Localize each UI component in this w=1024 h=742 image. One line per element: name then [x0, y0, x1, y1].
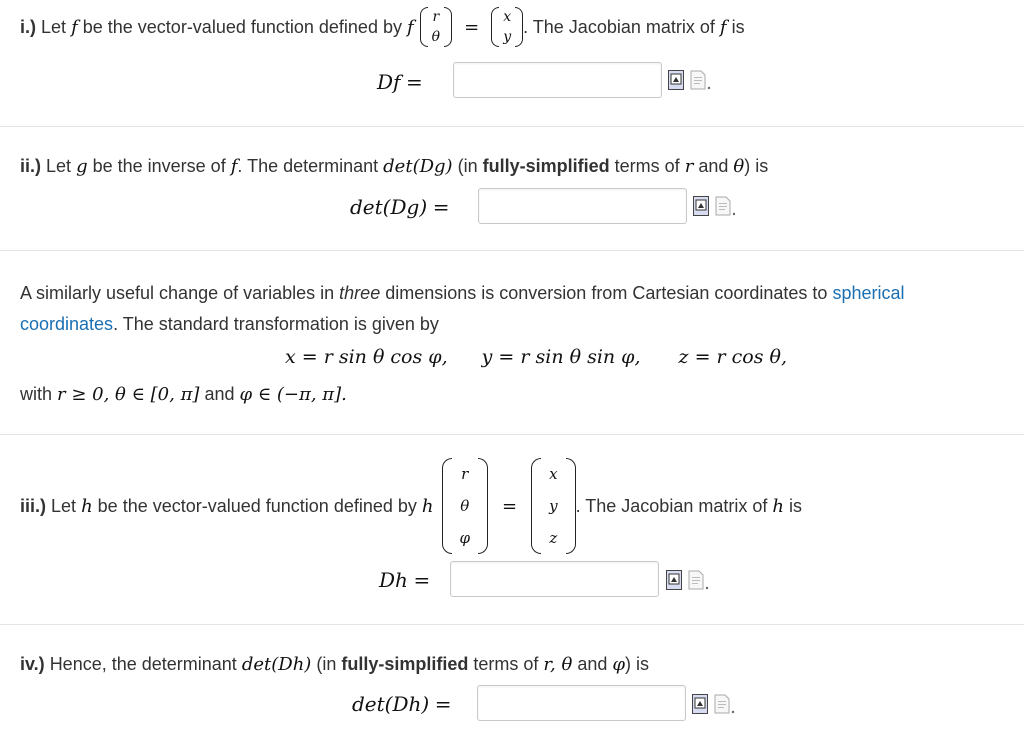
part1-answer-math: Df: [377, 70, 401, 94]
intro-conditions: [20, 381, 347, 407]
part4-prompt: [20, 651, 649, 677]
equals-sign: =: [413, 568, 431, 592]
vec-out-x: x: [503, 9, 512, 25]
part4-answer-label: [352, 690, 452, 718]
part3-answer-math: Dh: [379, 568, 408, 592]
part4-text-a: Hence, the determinant: [49, 653, 237, 674]
part3-text-c: . The Jacobian matrix of: [575, 495, 768, 516]
part1-text-b: be the vector-valued function defined by: [82, 16, 402, 37]
part1-label: i.): [20, 16, 36, 37]
part1-answer-label: [377, 68, 423, 96]
part2-prompt: [20, 153, 768, 179]
part1-answer-input[interactable]: [453, 62, 662, 98]
part2-bold: fully-simplified: [482, 155, 610, 176]
part3-answer-input[interactable]: [450, 561, 659, 597]
part1-text-d: is: [731, 16, 745, 37]
transformation-equations: [285, 343, 787, 371]
part2-answer-input[interactable]: [478, 188, 687, 224]
part1-input-vector: [420, 7, 452, 47]
divider-1: [0, 126, 1024, 127]
part1-text-c: . The Jacobian matrix of: [523, 16, 715, 37]
intro-text-a: A similarly useful change of variables in: [20, 282, 335, 303]
condition-r-theta: r ≥ 0, θ ∈ [0, π]: [57, 383, 200, 405]
preview-icon[interactable]: [692, 694, 708, 714]
part4-answer-math: det(Dh): [352, 692, 430, 716]
part1-func-3: f: [719, 16, 727, 38]
intro-line-2: [20, 311, 439, 337]
eq-z: z = r cos θ,: [678, 346, 788, 368]
part2-det: det(Dg): [383, 155, 453, 177]
part3-prompt: [20, 456, 802, 556]
part2-func2: f: [230, 155, 238, 177]
part2-var-theta: θ: [733, 155, 745, 177]
intro-text-b: dimensions is conversion from Cartesian coordinates to: [385, 282, 828, 303]
coordinates-link[interactable]: coordinates: [20, 313, 114, 334]
vec-out-y: y: [549, 497, 558, 515]
help-doc-icon[interactable]: [714, 694, 736, 714]
intro-line-1: [20, 280, 905, 306]
divider-2: [0, 250, 1024, 251]
divider-4: [0, 624, 1024, 625]
part2-text-e: terms of: [614, 155, 680, 176]
part4-text-d: and: [577, 653, 608, 674]
part1-func-2: f: [406, 16, 414, 38]
part4-bold: fully-simplified: [341, 653, 469, 674]
part1-icons: [668, 70, 712, 90]
and-text: and: [204, 383, 235, 404]
part3-icons: [666, 570, 710, 590]
part1-text-a: Let: [41, 16, 67, 37]
intro-italic: three: [339, 282, 381, 303]
part3-label: iii.): [20, 495, 46, 516]
part3-func-2: h: [421, 495, 434, 517]
part4-text-c: terms of: [473, 653, 539, 674]
condition-phi: φ ∈ (−π, π].: [239, 383, 347, 405]
part2-answer-label: [350, 193, 449, 221]
preview-icon[interactable]: [666, 570, 682, 590]
equals-sign: =: [464, 16, 480, 38]
intro-text-c: . The standard transformation is given by: [113, 313, 439, 334]
part2-text-a: Let: [46, 155, 72, 176]
part1-output-vector: [491, 7, 523, 47]
part3-output-vector: [531, 458, 575, 554]
vec-out-y: y: [503, 29, 512, 45]
with-text: with: [20, 383, 53, 404]
help-doc-icon[interactable]: [688, 570, 710, 590]
part2-answer-math: det(Dg): [350, 195, 428, 219]
part2-func: g: [76, 155, 88, 177]
part2-text-g: ) is: [744, 155, 769, 176]
vec-in-r: r: [461, 465, 469, 483]
spherical-link[interactable]: spherical: [832, 282, 905, 303]
equals-sign: =: [434, 692, 452, 716]
divider-3: [0, 434, 1024, 435]
vec-out-x: x: [549, 465, 558, 483]
equals-sign: =: [432, 195, 450, 219]
part4-icons: [692, 694, 736, 714]
preview-icon[interactable]: [668, 70, 684, 90]
part4-det: det(Dh): [241, 653, 312, 675]
preview-icon[interactable]: [693, 196, 709, 216]
part3-input-vector: [442, 458, 489, 554]
part2-text-c: . The determinant: [237, 155, 379, 176]
part2-icons: [693, 196, 737, 216]
part1-func: f: [71, 16, 78, 38]
part2-text-b: be the inverse of: [92, 155, 226, 176]
part4-vars: r, θ: [543, 653, 573, 675]
part3-text-d: is: [788, 495, 802, 516]
equals-sign: =: [406, 70, 423, 94]
part3-func-3: h: [772, 495, 784, 517]
help-doc-icon[interactable]: [690, 70, 712, 90]
part4-answer-input[interactable]: [477, 685, 686, 721]
part2-text-d: (in: [457, 155, 478, 176]
part2-var-r: r: [684, 155, 694, 177]
help-doc-icon[interactable]: [715, 196, 737, 216]
part3-text-a: Let: [51, 495, 77, 516]
eq-x: x = r sin θ cos φ,: [285, 346, 448, 368]
vec-in-phi: φ: [459, 529, 471, 547]
part4-var-phi: φ: [612, 653, 626, 675]
part4-label: iv.): [20, 653, 45, 674]
vec-in-r: r: [432, 9, 440, 25]
vec-in-theta: θ: [431, 29, 441, 45]
equals-sign: =: [502, 495, 518, 517]
vec-out-z: z: [549, 529, 558, 547]
part4-text-b: (in: [316, 653, 337, 674]
part3-answer-label: [379, 566, 430, 594]
part2-label: ii.): [20, 155, 41, 176]
eq-y: y = r sin θ sin φ,: [481, 346, 641, 368]
part3-func: h: [81, 495, 93, 517]
part2-text-f: and: [698, 155, 729, 176]
vec-in-theta: θ: [460, 497, 470, 515]
part1-prompt: [20, 6, 745, 48]
part3-text-b: be the vector-valued function defined by: [97, 495, 417, 516]
part4-text-e: ) is: [625, 653, 650, 674]
